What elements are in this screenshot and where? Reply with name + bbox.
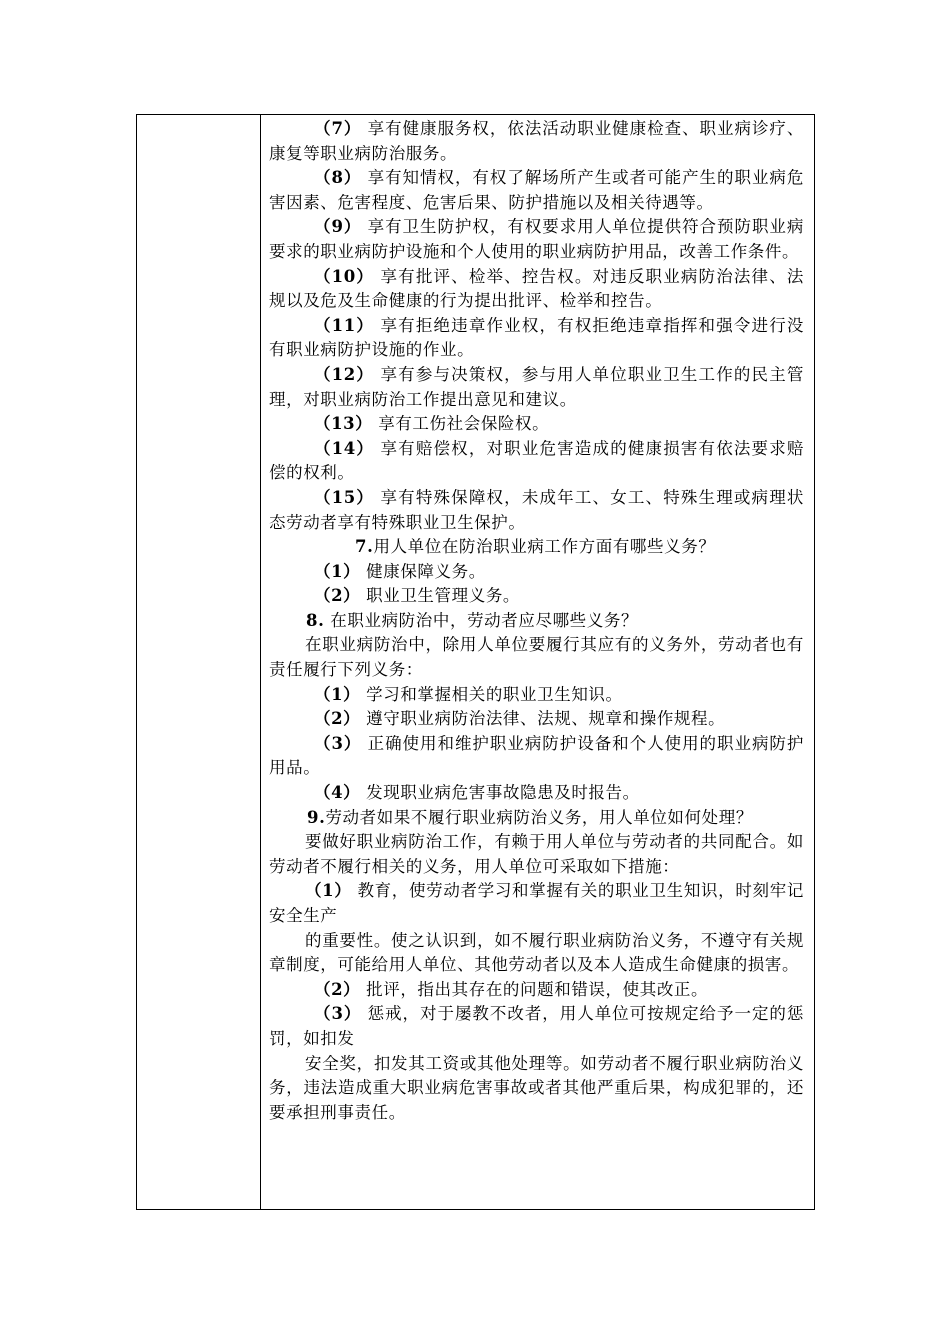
paragraph-right-7: （7） 享有健康服务权，依法活动职业健康检查、职业病诊疗、康复等职业病防治服务。 <box>269 119 804 163</box>
q9-item-2: （2） 批评，指出其存在的问题和错误，使其改正。 <box>314 979 709 999</box>
paragraph-right-15: （15） 享有特殊保障权，未成年工、女工、特殊生理或病理状态劳动者享有特殊职业卫生保护。 <box>269 487 804 532</box>
paragraph-right-8: （8） 享有知情权，有权了解场所产生或者可能产生的职业病危害因素、危害程度、危害后果、防护措施以及相关待遇等。 <box>269 168 804 212</box>
q8-item-4: （4） 发现职业病危害事故隐患及时报告。 <box>314 783 640 803</box>
heading-question-7: 7.用人单位在防治职业病工作方面有哪些义务？ <box>355 537 716 557</box>
q9-item-1: （1） 教育，使劳动者学习和掌握有关的职业卫生知识，时刻牢记安全生产 <box>269 881 804 925</box>
paragraph-right-14: （14） 享有赔偿权，对职业危害造成的健康损害有依法要求赔偿的权利。 <box>269 438 804 483</box>
q7-item-2: （2） 职业卫生管理义务。 <box>314 586 521 606</box>
table-left-cell <box>137 115 261 1209</box>
q9-intro: 要做好职业病防治工作，有赖于用人单位与劳动者的共同配合。如劳动者不履行相关的义务，用人单位可采取如下措施： <box>269 832 804 876</box>
q8-item-3: （3） 正确使用和维护职业病防护设备和个人使用的职业病防护用品。 <box>269 733 804 778</box>
paragraph-right-12: （12） 享有参与决策权，参与用人单位职业卫生工作的民主管理，对职业病防治工作提出意见和建议。 <box>269 364 804 409</box>
q7-item-1: （1） 健康保障义务。 <box>314 561 486 581</box>
q9-item-1-continued: 的重要性。使之认识到，如不履行职业病防治义务，不遵守有关规章制度，可能给用人单位、其他劳动者以及本人造成生命健康的损害。 <box>269 930 804 975</box>
table-content-cell <box>261 115 814 1209</box>
heading-question-8: 8. 在职业病防治中，劳动者应尽哪些义务？ <box>306 610 639 630</box>
q8-item-1: （1） 学习和掌握相关的职业卫生知识。 <box>314 684 623 704</box>
heading-question-9: 9.劳动者如果不履行职业病防治义务，用人单位如何处理？ <box>307 807 753 827</box>
document-table <box>136 114 815 1210</box>
paragraph-right-11: （11） 享有拒绝违章作业权，有权拒绝违章指挥和强令进行没有职业病防护设施的作业。 <box>269 315 804 360</box>
paragraph-right-10: （10） 享有批评、检举、控告权。对违反职业病防治法律、法规以及危及生命健康的行为提出批评、检举和控告。 <box>269 266 804 311</box>
q9-item-3: （3） 惩戒，对于屡教不改者，用人单位可按规定给予一定的惩罚，如扣发 <box>269 1004 804 1048</box>
q8-item-2: （2） 遵守职业病防治法律、法规、规章和操作规程。 <box>314 709 726 729</box>
paragraph-right-9: （9） 享有卫生防护权，有权要求用人单位提供符合预防职业病要求的职业病防护设施和个人使用的职业病防护用品，改善工作条件。 <box>269 217 804 261</box>
q9-item-3-continued: 安全奖，扣发其工资或其他处理等。如劳动者不履行职业病防治义务，违法造成重大职业病危害事故或者其他严重后果，构成犯罪的，还要承担刑事责任。 <box>269 1053 804 1122</box>
q8-intro: 在职业病防治中，除用人单位要履行其应有的义务外，劳动者也有责任履行下列义务： <box>269 635 804 680</box>
paragraph-right-13: （13） 享有工伤社会保险权。 <box>314 414 550 434</box>
